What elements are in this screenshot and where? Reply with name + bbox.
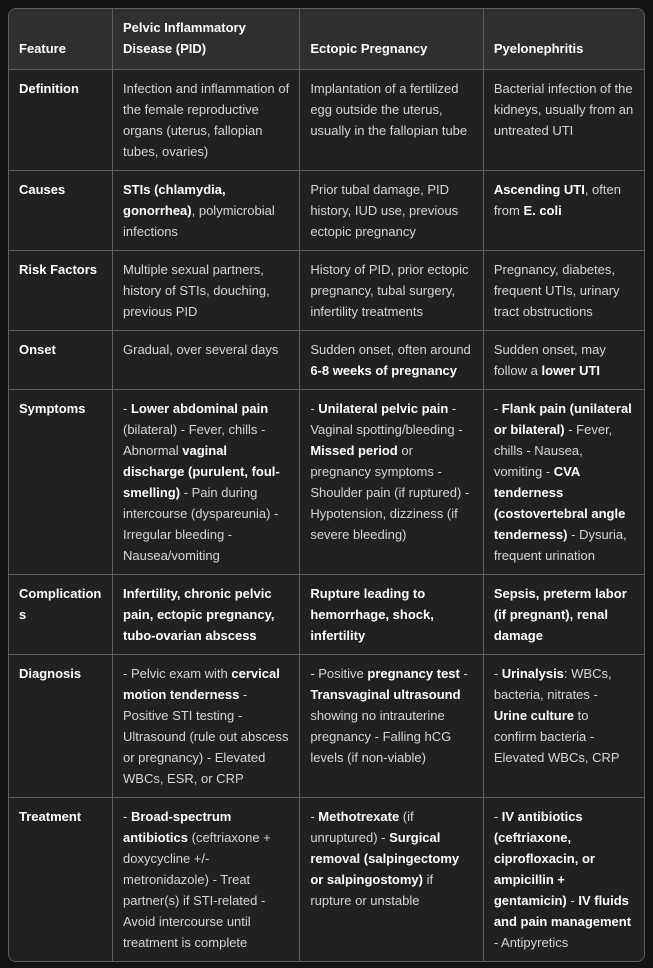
table-cell [113,798,300,962]
cell-text: to confirm bacteria - Elevated WBCs, CRP [493,708,620,765]
cell-text-bold: vaginal discharge (purulent, foul-smelling) [123,443,280,500]
comparison-table [9,9,644,961]
table-cell [300,171,484,251]
row-feature-label: Diagnosis [9,655,113,798]
table-cell [483,390,644,575]
cell-text: Pregnancy, diabetes, frequent UTIs, urinary tract obstructions [493,262,620,319]
table-row [9,70,644,171]
cell-text-bold: Lower abdominal pain [130,401,269,416]
row-feature-label: Definition [9,70,113,171]
table-cell [300,70,484,171]
cell-text: - Pelvic exam with [123,666,232,681]
table-cell [483,331,644,390]
cell-text-bold: pregnancy test [367,666,460,681]
table-cell [113,70,300,171]
cell-text-bold: IV antibiotics (ceftriaxone, ciprofloxacin, or ampicillin + gentamicin) [493,809,595,908]
table-cell [300,798,484,962]
cell-text: - [493,809,502,824]
table-cell [300,251,484,331]
cell-text: - [566,893,579,908]
table-cell [113,331,300,390]
cell-text-bold: Rupture leading to hemorrhage, shock, infertility [310,586,434,643]
cell-text: (if unruptured) - [310,809,414,845]
row-feature-label: Symptoms [9,390,113,575]
cell-text-bold: Urine culture [493,708,574,723]
cell-text-bold: 6-8 weeks of pregnancy [310,363,457,378]
table-row [9,390,644,575]
cell-text: (bilateral) - Fever, chills - Abnormal [123,422,266,458]
table-cell [483,251,644,331]
cell-text-bold: Transvaginal ultrasound [310,687,461,702]
cell-text: Bacterial infection of the kidneys, usually from an untreated UTI [493,81,634,138]
cell-text-bold: Surgical removal (salpingectomy or salpingostomy) [310,830,460,887]
cell-text: - [123,809,131,824]
cell-text: , often from [493,182,621,218]
table-cell [113,390,300,575]
table-row [9,575,644,655]
cell-text: or pregnancy symptoms - Shoulder pain (if ruptured) - Hypotension, dizziness (if severe bleeding) [310,443,470,542]
cell-text: - [310,401,319,416]
table-cell [113,171,300,251]
cell-text-bold: Urinalysis [501,666,564,681]
cell-text-bold: Sepsis, preterm labor (if pregnant), renal damage [493,586,627,643]
cell-text-bold: lower UTI [541,363,601,378]
header-row [9,9,644,70]
table-cell [300,655,484,798]
cell-text: - [310,809,319,824]
cell-text-bold: Methotrexate [318,809,400,824]
cell-text-bold: Unilateral pelvic pain [318,401,449,416]
table-cell [113,251,300,331]
cell-text: Sudden onset, may follow a [493,342,606,378]
cell-text: - [459,666,468,681]
table-cell [300,390,484,575]
cell-text: Multiple sexual partners, history of STIs, douching, previous PID [123,262,270,319]
row-feature-label: Risk Factors [9,251,113,331]
cell-text: - [493,666,502,681]
column-header-pid: Pelvic Inflammatory Disease (PID) [113,9,300,70]
row-feature-label: Causes [9,171,113,251]
cell-text: Implantation of a fertilized egg outside the uterus, usually in the fallopian tube [310,81,468,138]
cell-text: - Positive [310,666,368,681]
cell-text: : WBCs, bacteria, nitrates - [493,666,612,702]
table-cell [483,171,644,251]
row-feature-label: Treatment [9,798,113,962]
table-header [9,9,644,70]
cell-text-bold: Broad-spectrum antibiotics [123,809,232,845]
table-cell [300,575,484,655]
table-row [9,655,644,798]
table-cell [483,655,644,798]
cell-text: History of PID, prior ectopic pregnancy, tubal surgery, infertility treatments [310,262,469,319]
table-row [9,171,644,251]
table-row [9,331,644,390]
cell-text: - Vaginal spotting/bleeding - [310,401,463,437]
cell-text: , polymicrobial infections [123,203,275,239]
column-header-feature: Feature [9,9,113,70]
table-cell [483,798,644,962]
column-header-ectopic-pregnancy: Ectopic Pregnancy [300,9,484,70]
table-body [9,70,644,962]
cell-text: showing no intrauterine pregnancy - Falling hCG levels (if non-viable) [310,708,452,765]
table-cell [113,575,300,655]
cell-text: (ceftriaxone + doxycycline +/- metronidazole) - Treat partner(s) if STI-related - Avoid intercourse until treatment is complete [123,830,271,950]
cell-text: Infection and inflammation of the female reproductive organs (uterus, fallopian tubes, ovaries) [123,81,290,159]
cell-text: - Pain during intercourse (dyspareunia) - Irregular bleeding - Nausea/vomiting [123,485,279,563]
cell-text: - Positive STI testing - Ultrasound (rule out abscess or pregnancy) - Elevated WBCs, ESR, or CRP [123,687,289,786]
table-cell [483,70,644,171]
table-cell [483,575,644,655]
cell-text: if rupture or unstable [310,872,434,908]
cell-text: - Dysuria, frequent urination [493,527,627,563]
table-cell [300,331,484,390]
cell-text-bold: STIs (chlamydia, gonorrhea) [123,182,226,218]
comparison-table-container [8,8,645,962]
cell-text-bold: E. coli [523,203,562,218]
cell-text: - [123,401,131,416]
cell-text: Prior tubal damage, PID history, IUD use, previous ectopic pregnancy [310,182,459,239]
cell-text-bold: CVA tenderness (costovertebral angle tenderness) [493,464,626,542]
cell-text: Gradual, over several days [123,342,279,357]
row-feature-label: Onset [9,331,113,390]
cell-text-bold: IV fluids and pain management [493,893,632,929]
cell-text: Sudden onset, often around [310,342,471,357]
cell-text-bold: cervical motion tenderness [123,666,280,702]
cell-text-bold: Infertility, chronic pelvic pain, ectopic pregnancy, tubo-ovarian abscess [123,586,275,643]
cell-text: - Antipyretics [493,935,569,950]
column-header-pyelonephritis: Pyelonephritis [483,9,644,70]
cell-text-bold: Missed period [310,443,398,458]
cell-text-bold: Ascending UTI [493,182,585,197]
table-row [9,798,644,962]
cell-text: - [493,401,502,416]
table-cell [113,655,300,798]
cell-text: - Fever, chills - Nausea, vomiting - [493,422,613,479]
row-feature-label: Complications [9,575,113,655]
table-row [9,251,644,331]
cell-text-bold: Flank pain (unilateral or bilateral) [493,401,632,437]
